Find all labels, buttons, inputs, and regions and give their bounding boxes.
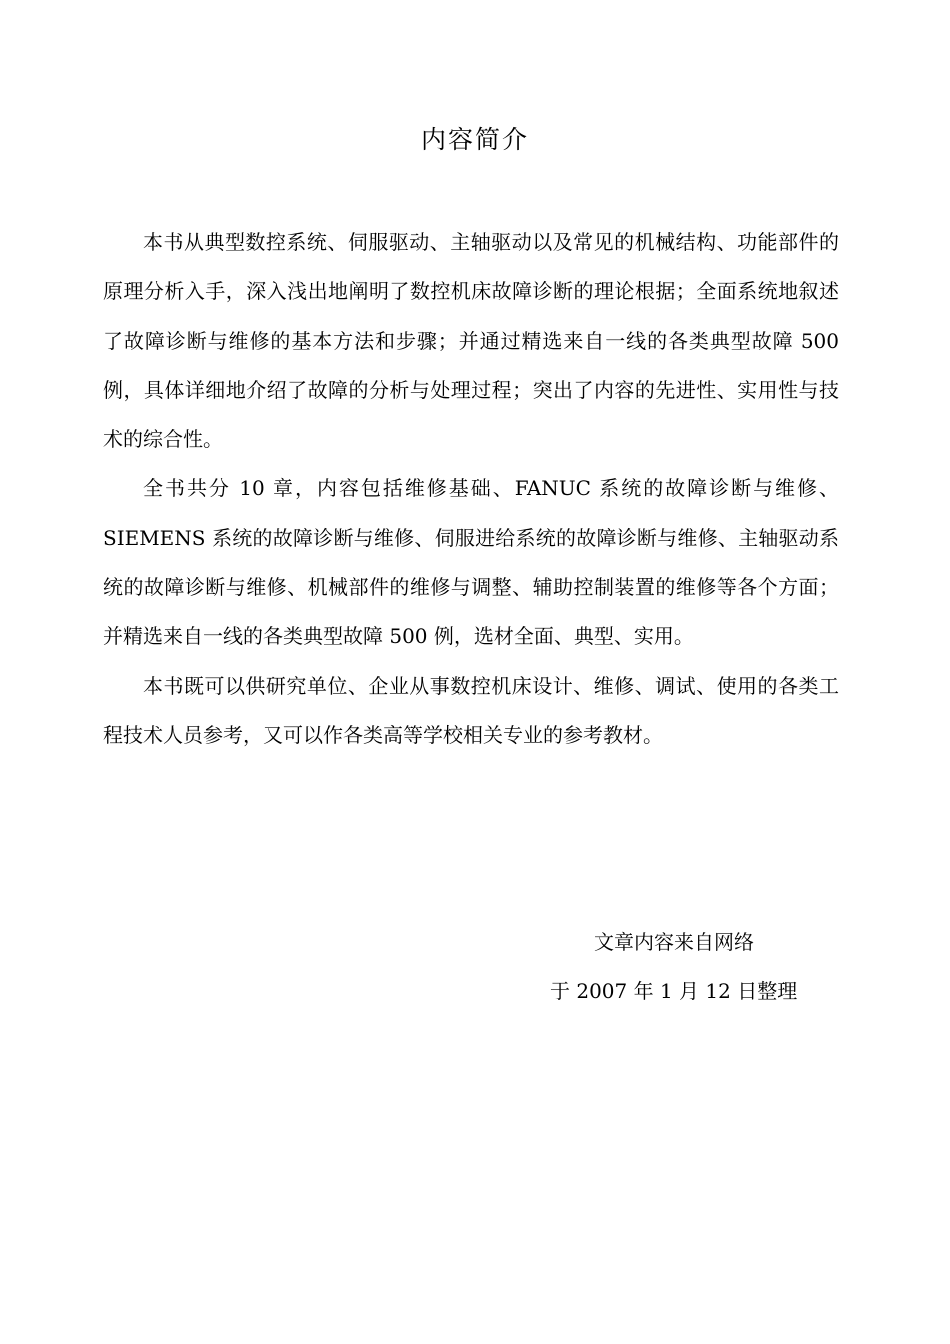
date-note: 于 2007 年 1 月 12 日整理 [550,979,798,1003]
page-title: 内容简介 [420,125,529,154]
paragraph-contents: 全书共分 10 章，内容包括维修基础、FANUC 系统的故障诊断与维修、SIEMENS 系统的故障诊断与维修、伺服进给系统的故障诊断与维修、主轴驱动系统的故障诊断与维修、机械部件的维修与调整、辅助控制装置的维修等各个方面；并精选来自一线的各类典型故障 500 例，选材全面、典型、实用。 [103,476,839,649]
source-note: 文章内容来自网络 [594,930,754,954]
paragraph-intro: 本书从典型数控系统、伺服驱动、主轴驱动以及常见的机械结构、功能部件的原理分析入手，深入浅出地阐明了数控机床故障诊断的理论根据；全面系统地叙述了故障诊断与维修的基本方法和步骤；并通过精选来自一线的各类典型故障 500 例，具体详细地介绍了故障的分析与处理过程；突出了内容的先进性、实用性与技术的综合性。 [103,230,839,452]
paragraph-audience: 本书既可以供研究单位、企业从事数控机床设计、维修、调试、使用的各类工程技术人员参考，又可以作各类高等学校相关专业的参考教材。 [103,673,839,747]
document-body [103,218,839,760]
